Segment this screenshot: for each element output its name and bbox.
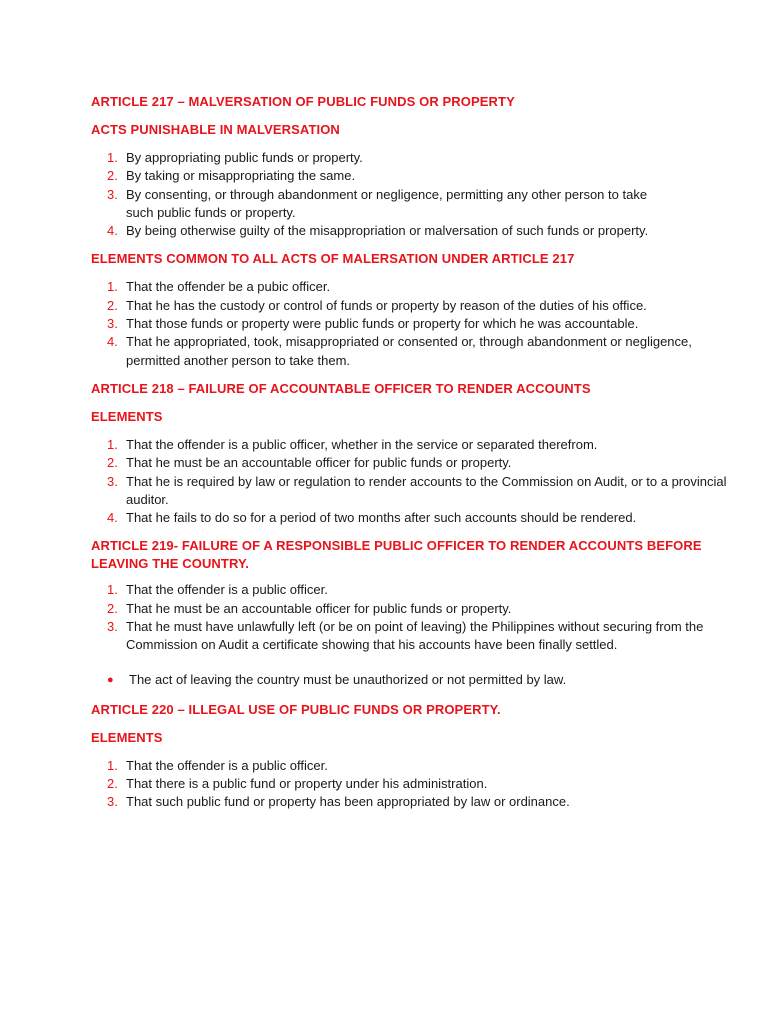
heading-elements-220: ELEMENTS xyxy=(91,729,163,745)
list-item: 2. That there is a public fund or property under his administration. xyxy=(107,775,488,791)
elements-220-list xyxy=(91,757,728,812)
heading-elements-common: ELEMENTS COMMON TO ALL ACTS OF MALERSATION UNDER ARTICLE 217 xyxy=(91,251,575,267)
list-item: 4. That he appropriated, took, misappropriated or consented or, through abandonment or negligence, permitted another person to take them. xyxy=(107,334,692,368)
list-item: 1. That the offender is a public officer. xyxy=(107,582,328,598)
elements-common-list xyxy=(91,278,728,369)
list-item: 1. That the offender be a pubic officer. xyxy=(107,279,331,295)
list-item: 3. That he is required by law or regulation to render accounts to the Commission on Audit, or to a provincial auditor. xyxy=(107,473,727,507)
list-item: 4. That he fails to do so for a period of two months after such accounts should be rendered. xyxy=(107,510,637,526)
list-item: 3. By consenting, or through abandonment or negligence, permitting any other person to take such public funds or property. xyxy=(107,186,648,220)
heading-acts-punishable: ACTS PUNISHABLE IN MALVERSATION xyxy=(91,122,340,137)
article-219-note-list xyxy=(91,671,728,689)
elements-219-list xyxy=(91,581,728,654)
heading-elements-218: ELEMENTS xyxy=(91,408,163,424)
heading-article-217: ARTICLE 217 – MALVERSATION OF PUBLIC FUNDS OR PROPERTY xyxy=(91,94,515,109)
elements-218-list xyxy=(91,436,728,527)
list-item: 1. That the offender is a public officer, whether in the service or separated therefrom. xyxy=(107,436,598,452)
list-item: ● The act of leaving the country must be unauthorized or not permitted by law. xyxy=(107,671,567,687)
list-item: 1. By appropriating public funds or property. xyxy=(107,150,363,165)
list-item: 3. That he must have unlawfully left (or be on point of leaving) the Philippines without securing from the Commission on Audit a certificate showing that his accounts have been finally settled. xyxy=(107,619,704,653)
heading-article-218: ARTICLE 218 – FAILURE OF ACCOUNTABLE OFFICER TO RENDER ACCOUNTS xyxy=(91,380,591,396)
heading-article-219: ARTICLE 219- FAILURE OF A RESPONSIBLE PUBLIC OFFICER TO RENDER ACCOUNTS BEFORE LEAVING THE COUNTRY. xyxy=(91,538,702,572)
bullet-icon: ● xyxy=(107,673,114,686)
list-item: 4. By being otherwise guilty of the misappropriation or malversation of such funds or property. xyxy=(107,223,649,239)
list-item: 1. That the offender is a public officer. xyxy=(107,757,328,773)
list-item: 3. That such public fund or property has been appropriated by law or ordinance. xyxy=(107,794,570,810)
list-item: 2. That he has the custody or control of funds or property by reason of the duties of his office. xyxy=(107,297,647,313)
list-item: 2. That he must be an accountable officer for public funds or property. xyxy=(107,455,512,471)
list-item: 2. That he must be an accountable officer for public funds or property. xyxy=(107,600,512,616)
heading-article-220: ARTICLE 220 – ILLEGAL USE OF PUBLIC FUNDS OR PROPERTY. xyxy=(91,701,501,717)
acts-punishable-list xyxy=(91,149,728,240)
list-item: 3. That those funds or property were public funds or property for which he was accountable. xyxy=(107,316,639,332)
list-item: 2. By taking or misappropriating the same. xyxy=(107,168,356,184)
